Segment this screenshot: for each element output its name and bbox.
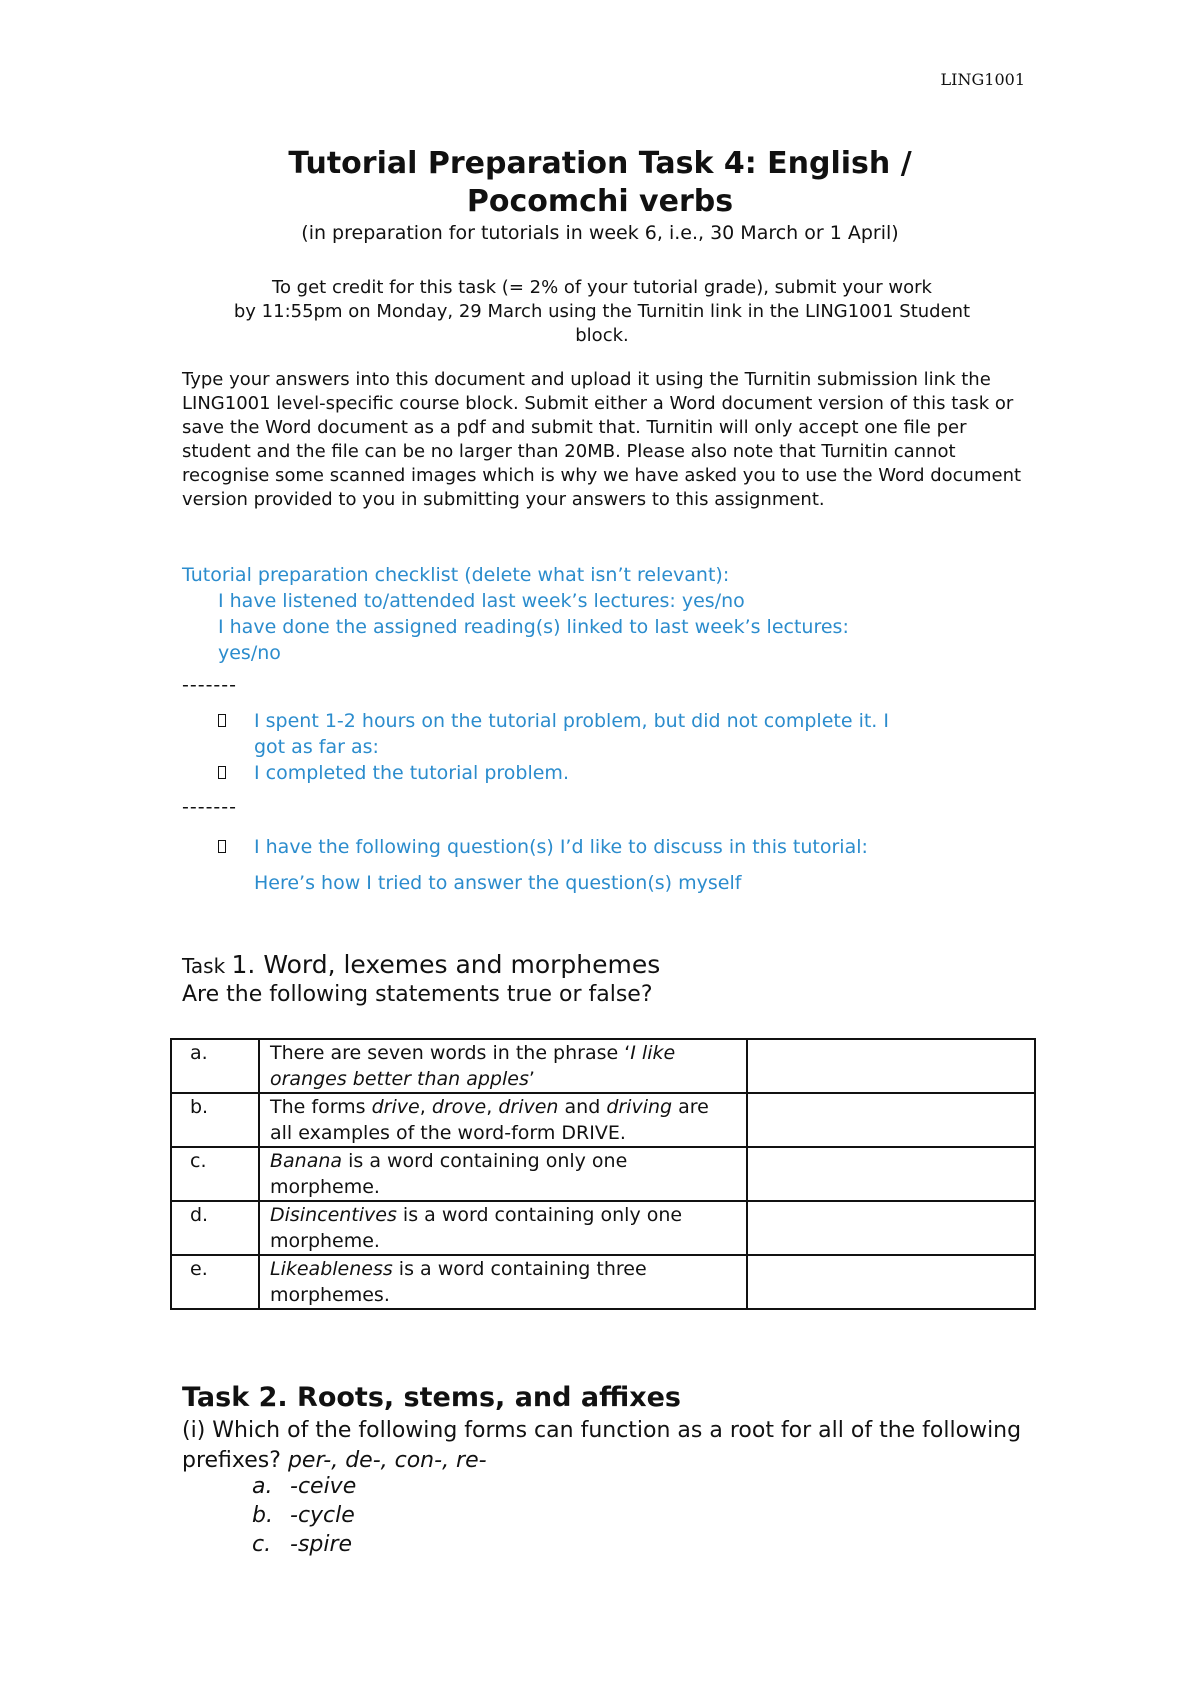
submission-instructions: Type your answers into this document and upload it using the Turnitin submission link the LING1001 level-specific course block. Submit either a Word document version of this task or save the Word document as a pdf and submit that. Turnitin will only accept one file per student and the file can be no larger than 20MB. Please also note that Turnitin cannot recognise some scanned images which is why we have asked you to use the Word document version provided to you in submitting your answers to this assignment. — [182, 369, 1022, 510]
option-partial-line-2: got as far as: — [254, 736, 379, 758]
checklist-option-completed[interactable] — [182, 760, 1042, 786]
table-row — [171, 1039, 1035, 1093]
prep-checklist — [182, 562, 1042, 896]
task2-question: (i) Which of the following forms can function as a root for all of the following prefixes? per-, de-, con-, re- — [182, 1418, 1022, 1473]
title-line-1: Tutorial Preparation Task 4: English / — [288, 146, 912, 181]
table-row — [171, 1255, 1035, 1309]
row-statement: Likeableness is a word containing three morphemes. — [259, 1255, 747, 1309]
checklist-heading: Tutorial preparation checklist (delete what isn’t relevant): — [182, 564, 730, 586]
checklist-separator-2: ------- — [182, 796, 237, 818]
option-questions-text: I have the following question(s) I’d like to discuss in this tutorial: — [254, 836, 868, 858]
checklist-option-partial[interactable] — [182, 708, 1042, 760]
credit-notice — [182, 276, 1022, 348]
list-item[interactable]: b. -cycle — [252, 1503, 355, 1528]
task2-prefixes: per-, de-, con-, re- — [287, 1448, 487, 1473]
page-subtitle: (in preparation for tutorials in week 6, i.e., 30 March or 1 April) — [301, 222, 899, 244]
checkbox-icon[interactable] — [218, 840, 226, 853]
task1-heading-text: 1. Word, lexemes and morphemes — [231, 950, 661, 979]
task1-heading — [182, 950, 660, 979]
row-label: c. — [171, 1147, 259, 1201]
task1-question: Are the following statements true or false? — [182, 982, 653, 1007]
credit-line-1: To get credit for this task (= 2% of your tutorial grade), submit your work — [272, 277, 932, 298]
page-title — [0, 145, 1200, 221]
true-false-table — [170, 1038, 1036, 1310]
answer-cell[interactable] — [747, 1147, 1035, 1201]
task1-heading-prefix: Task — [182, 954, 232, 978]
checklist-item-reading-answer[interactable]: yes/no — [218, 642, 281, 664]
credit-line-3: block. — [575, 325, 629, 346]
row-statement: Banana is a word containing only one morpheme. — [259, 1147, 747, 1201]
row-statement: The forms drive, drove, driven and driving are all examples of the word-form DRIVE. — [259, 1093, 747, 1147]
task2-options — [252, 1472, 356, 1559]
answer-cell[interactable] — [747, 1201, 1035, 1255]
row-label: e. — [171, 1255, 259, 1309]
answer-cell[interactable] — [747, 1093, 1035, 1147]
list-item[interactable]: c. -spire — [252, 1532, 353, 1557]
row-label: b. — [171, 1093, 259, 1147]
checkbox-icon[interactable] — [218, 714, 226, 727]
title-line-2: Pocomchi verbs — [466, 184, 734, 219]
option-completed-text: I completed the tutorial problem. — [254, 762, 569, 784]
course-code: LING1001 — [940, 70, 1025, 89]
credit-line-2: by 11:55pm on Monday, 29 March using the Turnitin link in the LING1001 Student — [233, 301, 971, 322]
row-statement: There are seven words in the phrase ‘I like oranges better than apples’ — [259, 1039, 747, 1093]
list-item[interactable]: a. -ceive — [252, 1474, 357, 1499]
checklist-separator-1: ------- — [182, 674, 237, 696]
answer-cell[interactable] — [747, 1039, 1035, 1093]
table-row — [171, 1201, 1035, 1255]
row-label: a. — [171, 1039, 259, 1093]
row-label: d. — [171, 1201, 259, 1255]
checklist-item-reading[interactable]: I have done the assigned reading(s) linked to last week’s lectures: — [218, 616, 849, 638]
row-statement: Disincentives is a word containing only one morpheme. — [259, 1201, 747, 1255]
answer-cell[interactable] — [747, 1255, 1035, 1309]
checklist-option-questions[interactable] — [182, 834, 1042, 860]
checklist-item-lectures[interactable]: I have listened to/attended last week’s lectures: yes/no — [218, 590, 745, 612]
table-row — [171, 1147, 1035, 1201]
task2-heading: Task 2. Roots, stems, and affixes — [182, 1382, 681, 1413]
option-partial-line-1: I spent 1-2 hours on the tutorial problem, but did not complete it. I — [254, 710, 889, 732]
table-row — [171, 1093, 1035, 1147]
checklist-followup[interactable]: Here’s how I tried to answer the question(s) myself — [254, 872, 742, 894]
checkbox-icon[interactable] — [218, 766, 226, 779]
